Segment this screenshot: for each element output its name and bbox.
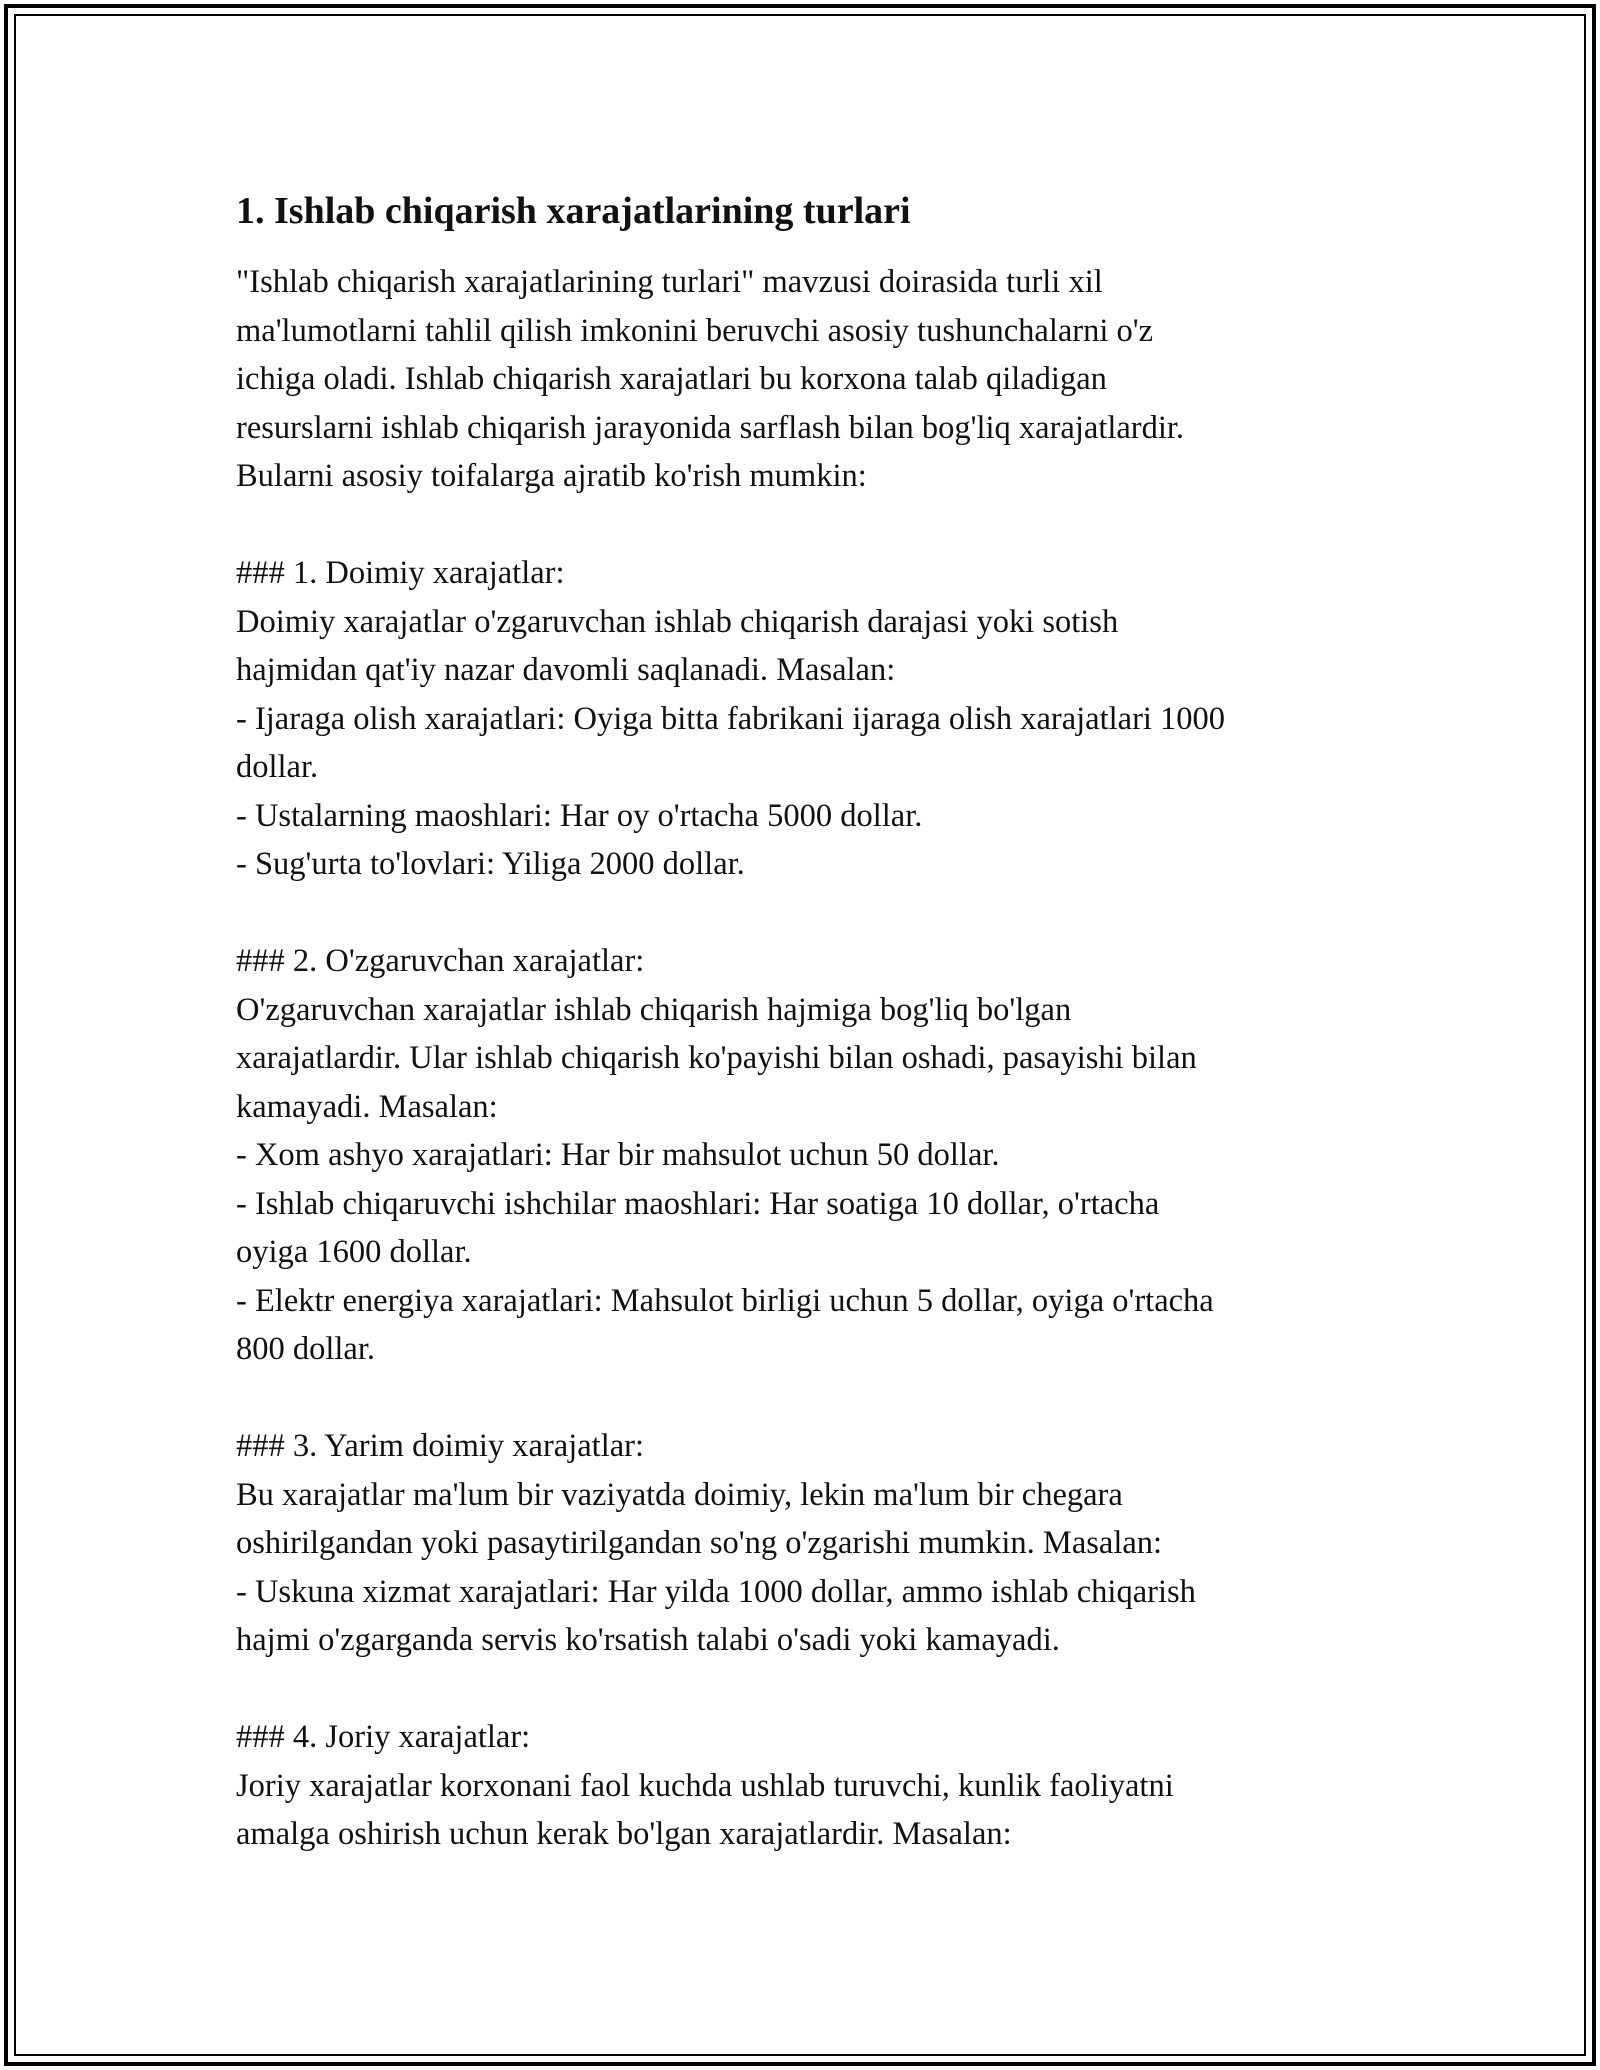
section-heading: ### 3. Yarim doimiy xarajatlar: — [236, 1428, 644, 1464]
text-line: xarajatlardir. Ular ishlab chiqarish ko'payishi bilan oshadi, pasayishi bilan — [236, 1040, 1197, 1076]
section-heading: ### 1. Doimiy xarajatlar: — [236, 555, 565, 591]
blank-line — [236, 1374, 1396, 1423]
text-line: "Ishlab chiqarish xarajatlarining turlari" mavzusi doirasida turli xil — [236, 264, 1103, 300]
section-heading: ### 2. O'zgaruvchan xarajatlar: — [236, 943, 645, 979]
blank-line — [236, 1665, 1396, 1714]
document-body — [236, 186, 1396, 1859]
text-line: amalga oshirish uchun kerak bo'lgan xarajatlardir. Masalan: — [236, 1816, 1012, 1852]
blank-line — [236, 501, 1396, 550]
text-line: ichiga oladi. Ishlab chiqarish xarajatlari bu korxona talab qiladigan — [236, 361, 1107, 397]
document-title: 1. Ishlab chiqarish xarajatlarining turlari — [236, 190, 911, 232]
text-line: Joriy xarajatlar korxonani faol kuchda ushlab turuvchi, kunlik faoliyatni — [236, 1767, 1174, 1804]
text-line: - Xom ashyo xarajatlari: Har bir mahsulot uchun 50 dollar. — [236, 1137, 1000, 1173]
text-line: Bularni asosiy toifalarga ajratib ko'rish mumkin: — [236, 458, 867, 494]
text-line: Bu xarajatlar ma'lum bir vaziyatda doimiy, lekin ma'lum bir chegara — [236, 1476, 1123, 1513]
document-text — [236, 258, 1396, 1859]
text-line: oshirilgandan yoki pasaytirilgandan so'ng o'zgarishi mumkin. Masalan: — [236, 1525, 1163, 1561]
blank-line — [236, 889, 1396, 938]
text-line: oyiga 1600 dollar. — [236, 1234, 472, 1270]
text-line: - Ijaraga olish xarajatlari: Oyiga bitta fabrikani ijaraga olish xarajatlari 1000 — [236, 700, 1226, 737]
text-line: hajmidan qat'iy nazar davomli saqlanadi. Masalan: — [236, 652, 896, 688]
text-line: - Uskuna xizmat xarajatlari: Har yilda 1000 dollar, ammo ishlab chiqarish — [236, 1573, 1196, 1610]
text-line: resurslarni ishlab chiqarish jarayonida sarflash bilan bog'liq xarajatlardir. — [236, 409, 1185, 446]
text-line: - Elektr energiya xarajatlari: Mahsulot birligi uchun 5 dollar, oyiga o'rtacha — [236, 1282, 1214, 1319]
text-line: - Ishlab chiqaruvchi ishchilar maoshlari: Har soatiga 10 dollar, o'rtacha — [236, 1185, 1160, 1222]
section-heading: ### 4. Joriy xarajatlar: — [236, 1719, 531, 1755]
text-line: - Sug'urta to'lovlari: Yiliga 2000 dollar. — [236, 846, 745, 882]
text-line: kamayadi. Masalan: — [236, 1088, 498, 1125]
text-line: dollar. — [236, 749, 319, 785]
text-line: O'zgaruvchan xarajatlar ishlab chiqarish hajmiga bog'liq bo'lgan — [236, 991, 1072, 1028]
text-line: - Ustalarning maoshlari: Har oy o'rtacha 5000 dollar. — [236, 797, 923, 834]
text-line: Doimiy xarajatlar o'zgaruvchan ishlab chiqarish darajasi yoki sotish — [236, 603, 1119, 640]
text-line: 800 dollar. — [236, 1331, 376, 1367]
text-line: ma'lumotlarni tahlil qilish imkonini beruvchi asosiy tushunchalarni o'z — [236, 312, 1154, 349]
text-line: hajmi o'zgarganda servis ko'rsatish talabi o'sadi yoki kamayadi. — [236, 1622, 1060, 1658]
